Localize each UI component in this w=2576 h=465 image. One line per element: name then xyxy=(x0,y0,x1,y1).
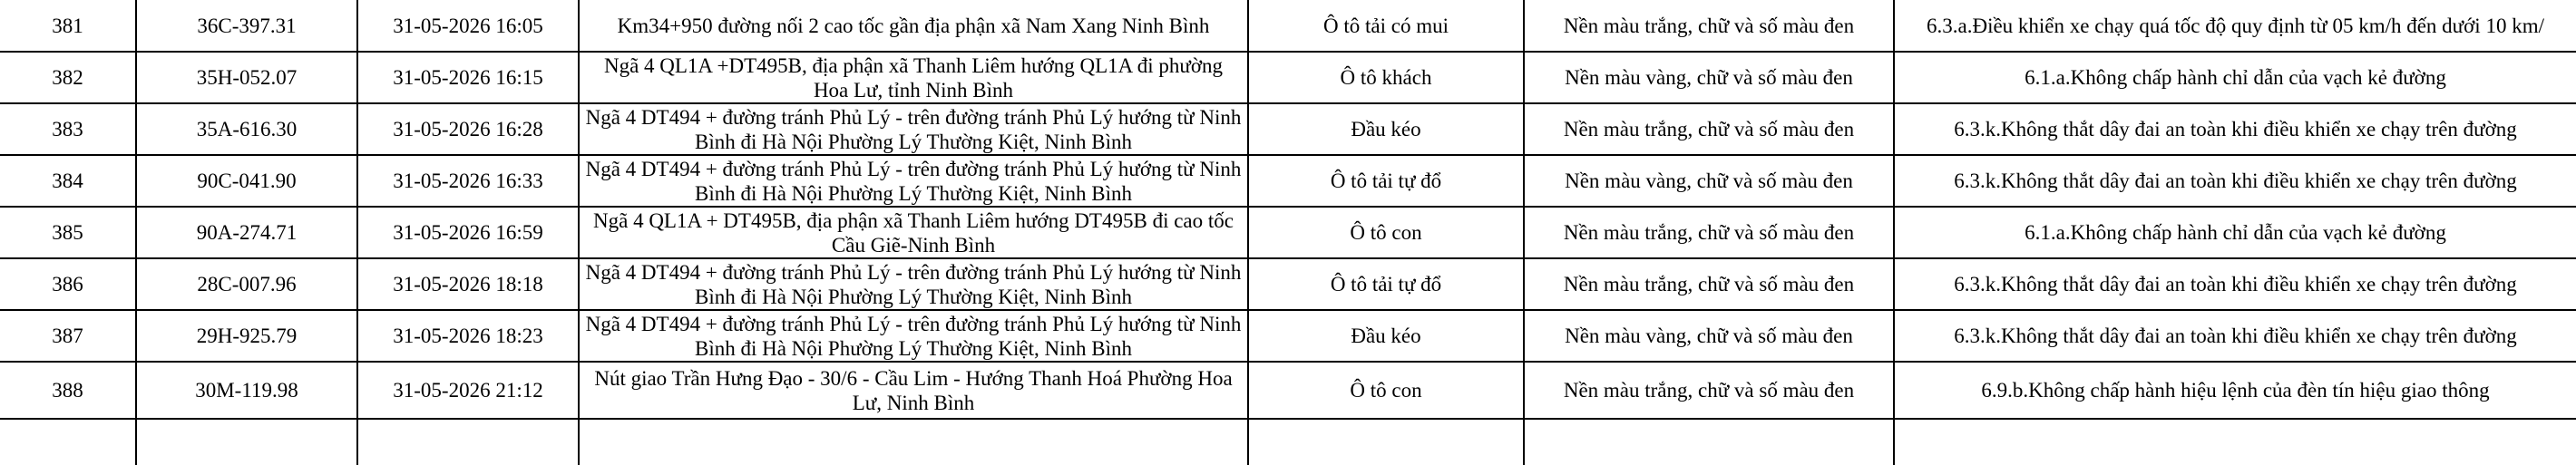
cell-location[interactable]: Ngã 4 DT494 + đường tránh Phủ Lý - trên đường tránh Phủ Lý hướng từ Ninh Bình đi Hà Nội Phường Lý Thường Kiệt, Ninh Bình xyxy=(579,310,1248,362)
cell-time[interactable]: 31-05-2026 18:23 xyxy=(357,310,579,362)
cell-time[interactable]: 31-05-2026 16:59 xyxy=(357,207,579,258)
table-row[interactable] xyxy=(0,207,2576,258)
empty-cell[interactable] xyxy=(1894,419,2576,465)
cell-plate[interactable]: 36C-397.31 xyxy=(136,0,357,52)
cell-stt[interactable]: 381 xyxy=(0,0,136,52)
cell-violation[interactable]: 6.3.k.Không thắt dây đai an toàn khi điều khiển xe chạy trên đường xyxy=(1894,310,2576,362)
cell-vehicle-type[interactable]: Ô tô con xyxy=(1248,362,1524,419)
cell-violation[interactable]: 6.3.k.Không thắt dây đai an toàn khi điều khiển xe chạy trên đường xyxy=(1894,155,2576,207)
cell-vehicle-type[interactable]: Ô tô khách xyxy=(1248,52,1524,103)
cell-location[interactable]: Ngã 4 DT494 + đường tránh Phủ Lý - trên đường tránh Phủ Lý hướng từ Ninh Bình đi Hà Nội Phường Lý Thường Kiệt, Ninh Bình xyxy=(579,258,1248,310)
cell-location[interactable]: Ngã 4 QL1A + DT495B, địa phận xã Thanh Liêm hướng DT495B đi cao tốc Cầu Giẽ-Ninh Bình xyxy=(579,207,1248,258)
cell-plate[interactable]: 28C-007.96 xyxy=(136,258,357,310)
cell-stt[interactable]: 385 xyxy=(0,207,136,258)
empty-cell[interactable] xyxy=(579,419,1248,465)
cell-plate[interactable]: 35A-616.30 xyxy=(136,103,357,155)
cell-time[interactable]: 31-05-2026 21:12 xyxy=(357,362,579,419)
cell-violation[interactable]: 6.3.k.Không thắt dây đai an toàn khi điều khiển xe chạy trên đường xyxy=(1894,103,2576,155)
cell-stt[interactable]: 383 xyxy=(0,103,136,155)
cell-stt[interactable]: 388 xyxy=(0,362,136,419)
cell-violation[interactable]: 6.1.a.Không chấp hành chỉ dẫn của vạch kẻ đường xyxy=(1894,207,2576,258)
cell-plate-color[interactable]: Nền màu trắng, chữ và số màu đen xyxy=(1524,258,1894,310)
table-row[interactable] xyxy=(0,310,2576,362)
cell-plate-color[interactable]: Nền màu vàng, chữ và số màu đen xyxy=(1524,310,1894,362)
cell-location[interactable]: Nút giao Trần Hưng Đạo - 30/6 - Cầu Lim - Hướng Thanh Hoá Phường Hoa Lư, Ninh Bình xyxy=(579,362,1248,419)
table-row[interactable] xyxy=(0,258,2576,310)
cell-vehicle-type[interactable]: Đầu kéo xyxy=(1248,103,1524,155)
cell-plate[interactable]: 35H-052.07 xyxy=(136,52,357,103)
table-row[interactable] xyxy=(0,103,2576,155)
cell-plate-color[interactable]: Nền màu trắng, chữ và số màu đen xyxy=(1524,0,1894,52)
cell-vehicle-type[interactable]: Ô tô tải tự đổ xyxy=(1248,258,1524,310)
cell-time[interactable]: 31-05-2026 16:15 xyxy=(357,52,579,103)
cell-location[interactable]: Ngã 4 DT494 + đường tránh Phủ Lý - trên đường tránh Phủ Lý hướng từ Ninh Bình đi Hà Nội Phường Lý Thường Kiệt, Ninh Bình xyxy=(579,103,1248,155)
cell-plate[interactable]: 90A-274.71 xyxy=(136,207,357,258)
cell-vehicle-type[interactable]: Đầu kéo xyxy=(1248,310,1524,362)
cell-stt[interactable]: 386 xyxy=(0,258,136,310)
cell-vehicle-type[interactable]: Ô tô tải có mui xyxy=(1248,0,1524,52)
cell-plate[interactable]: 29H-925.79 xyxy=(136,310,357,362)
table-row[interactable] xyxy=(0,155,2576,207)
empty-cell[interactable] xyxy=(357,419,579,465)
empty-cell[interactable] xyxy=(0,419,136,465)
cell-time[interactable]: 31-05-2026 16:33 xyxy=(357,155,579,207)
cell-violation[interactable]: 6.3.k.Không thắt dây đai an toàn khi điều khiển xe chạy trên đường xyxy=(1894,258,2576,310)
empty-cell[interactable] xyxy=(1248,419,1524,465)
cell-plate-color[interactable]: Nền màu trắng, chữ và số màu đen xyxy=(1524,207,1894,258)
cell-plate-color[interactable]: Nền màu trắng, chữ và số màu đen xyxy=(1524,103,1894,155)
cell-violation[interactable]: 6.9.b.Không chấp hành hiệu lệnh của đèn tín hiệu giao thông xyxy=(1894,362,2576,419)
cell-plate-color[interactable]: Nền màu vàng, chữ và số màu đen xyxy=(1524,52,1894,103)
cell-violation[interactable]: 6.1.a.Không chấp hành chỉ dẫn của vạch kẻ đường xyxy=(1894,52,2576,103)
cell-stt[interactable]: 384 xyxy=(0,155,136,207)
table-row[interactable] xyxy=(0,52,2576,103)
cell-stt[interactable]: 382 xyxy=(0,52,136,103)
empty-cell[interactable] xyxy=(136,419,357,465)
cell-vehicle-type[interactable]: Ô tô tải tự đổ xyxy=(1248,155,1524,207)
cell-location[interactable]: Km34+950 đường nối 2 cao tốc gần địa phận xã Nam Xang Ninh Bình xyxy=(579,0,1248,52)
cell-plate-color[interactable]: Nền màu trắng, chữ và số màu đen xyxy=(1524,362,1894,419)
cell-violation[interactable]: 6.3.a.Điều khiển xe chạy quá tốc độ quy định từ 05 km/h đến dưới 10 km/ xyxy=(1894,0,2576,52)
cell-plate[interactable]: 90C-041.90 xyxy=(136,155,357,207)
cell-location[interactable]: Ngã 4 DT494 + đường tránh Phủ Lý - trên đường tránh Phủ Lý hướng từ Ninh Bình đi Hà Nội Phường Lý Thường Kiệt, Ninh Bình xyxy=(579,155,1248,207)
cell-vehicle-type[interactable]: Ô tô con xyxy=(1248,207,1524,258)
cell-time[interactable]: 31-05-2026 18:18 xyxy=(357,258,579,310)
cell-plate[interactable]: 30M-119.98 xyxy=(136,362,357,419)
cell-time[interactable]: 31-05-2026 16:28 xyxy=(357,103,579,155)
empty-cell[interactable] xyxy=(1524,419,1894,465)
cell-stt[interactable]: 387 xyxy=(0,310,136,362)
cell-time[interactable]: 31-05-2026 16:05 xyxy=(357,0,579,52)
cell-location[interactable]: Ngã 4 QL1A +DT495B, địa phận xã Thanh Liêm hướng QL1A đi phường Hoa Lư, tỉnh Ninh Bình xyxy=(579,52,1248,103)
empty-row[interactable] xyxy=(0,419,2576,465)
table-row[interactable] xyxy=(0,0,2576,52)
cell-plate-color[interactable]: Nền màu vàng, chữ và số màu đen xyxy=(1524,155,1894,207)
table-row[interactable] xyxy=(0,362,2576,419)
